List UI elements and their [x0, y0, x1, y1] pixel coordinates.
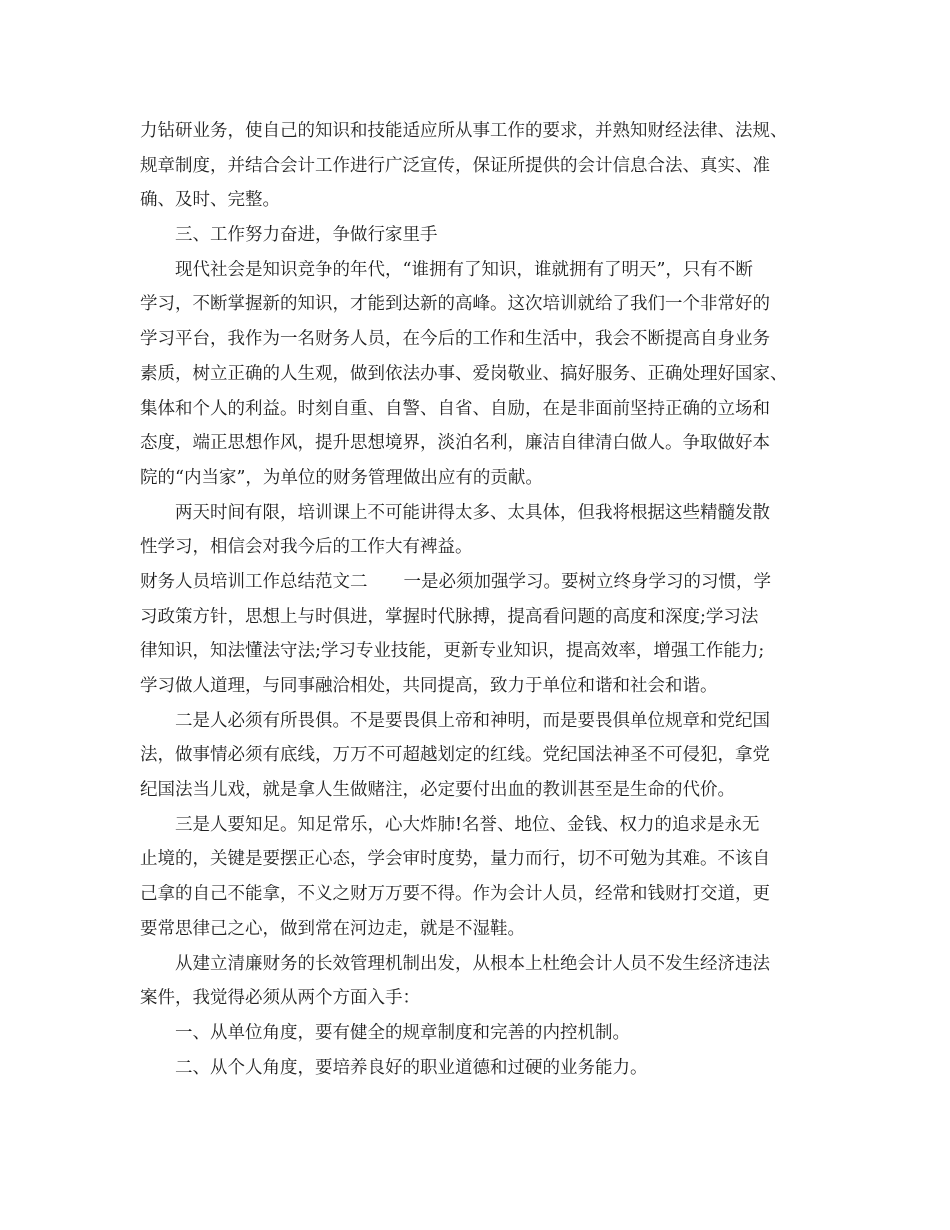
- text-line: 两天时间有限，培训课上不可能讲得太多、太具体，但我将根据这些精髓发散: [175, 502, 770, 523]
- text-line: 案件，我觉得必须从两个方面入手：: [140, 988, 420, 1009]
- text-line: 习政策方针，思想上与时俱进，掌握时代脉搏，提高看问题的高度和深度;学习法: [140, 606, 759, 627]
- text-line: 三是人要知足。知足常乐，心大炸肺!名誉、地位、金钱、权力的追求是永无: [175, 814, 760, 835]
- text-line: 律知识，知法懂法守法;学习专业技能，更新专业知识，提高效率，增强工作能力;: [140, 641, 765, 662]
- text-line: 学习平台，我作为一名财务人员，在今后的工作和生活中，我会不断提高自身业务: [140, 329, 770, 350]
- text-line: 院的“内当家”，为单位的财务管理做出应有的贡献。: [140, 467, 543, 488]
- text-segment: 一是必须加强学习。要树立终身学习的习惯，学: [403, 571, 771, 592]
- text-line: 态度，端正思想作风，提升思想境界，淡泊名利，廉洁自律清白做人。争取做好本: [140, 433, 770, 454]
- text-line: 法，做事情必须有底线，万万不可超越划定的红线。党纪国法神圣不可侵犯，拿党: [140, 745, 770, 766]
- text-line: 二、从个人角度，要培养良好的职业道德和过硬的业务能力。: [175, 1057, 648, 1078]
- text-line-with-title: [140, 565, 830, 600]
- text-line: 确、及时、完整。: [140, 190, 280, 211]
- text-line: 学习做人道理，与同事融洽相处，共同提高，致力于单位和谐和社会和谐。: [140, 676, 718, 696]
- text-line: 己拿的自己不能拿，不义之财万万要不得。作为会计人员，经常和钱财打交道，更: [140, 884, 770, 905]
- text-line: 二是人必须有所畏俱。不是要畏俱上帝和神明，而是要畏俱单位规章和党纪国: [175, 710, 770, 731]
- section-heading: 三、工作努力奋进，争做行家里手: [175, 225, 438, 246]
- text-line: 集体和个人的利益。时刻自重、自警、自省、自励，在是非面前坚持正确的立场和: [140, 398, 770, 419]
- text-line: 学习，不断掌握新的知识，才能到达新的高峰。这次培训就给了我们一个非常好的: [140, 294, 770, 315]
- text-line: 性学习，相信会对我今后的工作大有裨益。: [140, 537, 473, 558]
- text-line: 规章制度，并结合会计工作进行广泛宣传，保证所提供的会计信息合法、真实、准: [140, 155, 770, 176]
- text-line: 力钻研业务，使自己的知识和技能适应所从事工作的要求，并熟知财经法律、法规、: [140, 121, 788, 141]
- text-line: 纪国法当儿戏，就是拿人生做赌注，必定要付出血的教训甚至是生命的代价。: [140, 780, 735, 801]
- text-line: 要常思律己之心，做到常在河边走，就是不湿鞋。: [140, 918, 525, 939]
- text-line: 素质，树立正确的人生观，做到依法办事、爱岗敬业、搞好服务、正确处理好国家、: [140, 363, 788, 384]
- text-line: 从建立清廉财务的长效管理机制出发，从根本上杜绝会计人员不发生经济违法: [175, 953, 770, 974]
- text-line: 止境的，关键是要摆正心态，学会审时度势，量力而行，切不可勉为其难。不该自: [140, 849, 770, 870]
- text-line: 一、从单位角度，要有健全的规章制度和完善的内控机制。: [175, 1022, 630, 1043]
- document-body: [140, 114, 830, 1085]
- document-title: 财务人员培训工作总结范文二: [140, 571, 368, 592]
- text-line: 现代社会是知识竞争的年代，“谁拥有了知识，谁就拥有了明天”，只有不断: [175, 259, 753, 280]
